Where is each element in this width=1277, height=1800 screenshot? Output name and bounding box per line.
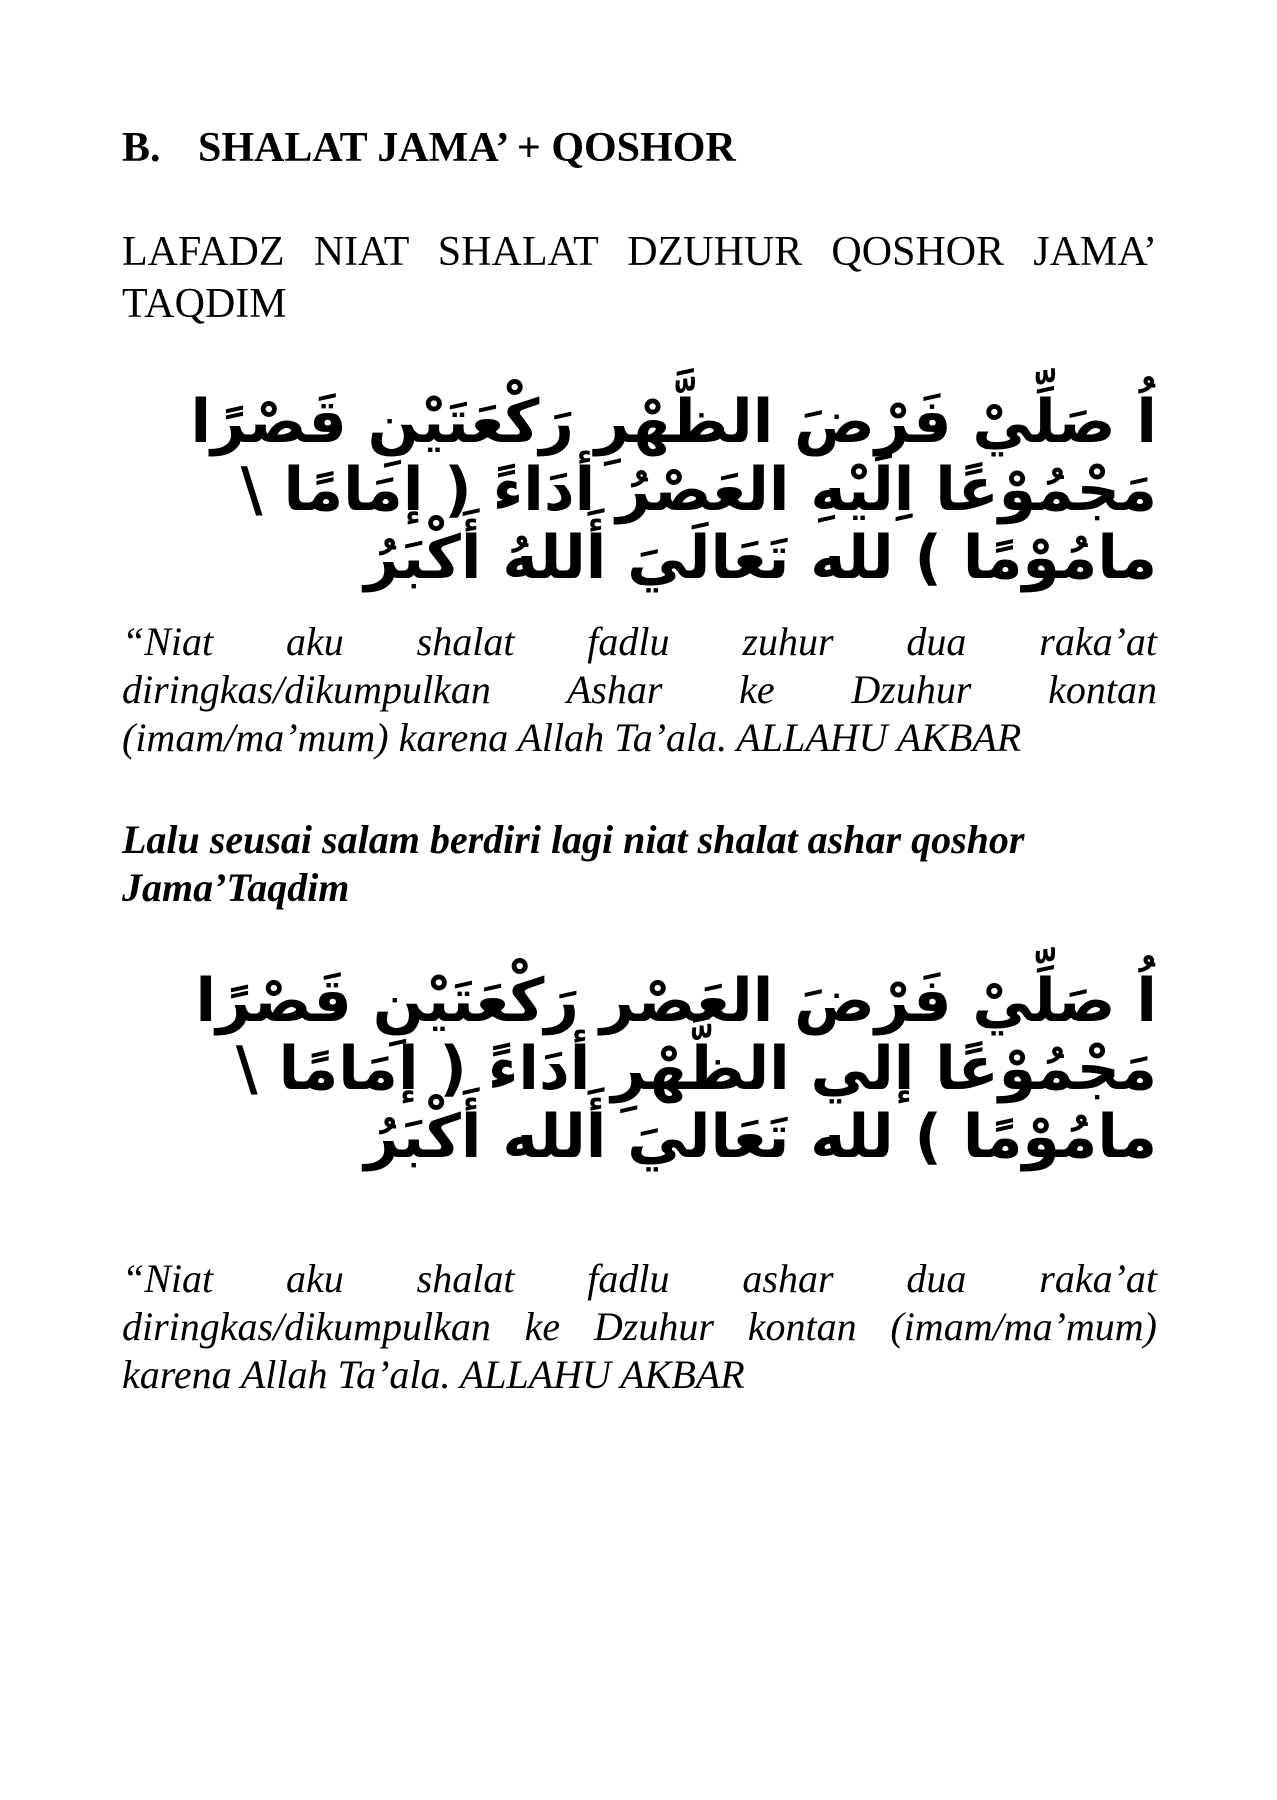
dzuhur-subtitle: LAFADZ NIAT SHALAT DZUHUR QOSHOR JAMA’ TAQDIM <box>122 229 1157 327</box>
dzuhur-translation: “Niat aku shalat fadlu zuhur dua raka’at diringkas/dikumpulkan Ashar ke Dzuhur kontan (imam/ma’mum) karena Allah Ta’ala. ALLAHU AKBAR <box>122 619 1157 760</box>
dzuhur-arabic-niat: اُ صَلِّيْ فَرْضَ الظَّهْرِ رَكْعَتَيْنِ قَصْرًا مَجْمُوْعًا اِلَيْهِ العَصْرُ أدَاءً ( إمَامًا \ مامُوْمًا ) لله تَعَالَيَ أَللهُ أَكْبَرُ <box>190 387 1157 593</box>
ashar-translation: “Niat aku shalat fadlu ashar dua raka’at diringkas/dikumpulkan ke Dzuhur kontan (imam/ma’mum) karena Allah Ta’ala. ALLAHU AKBAR <box>122 1256 1157 1397</box>
section-title: SHALAT JAMA’ + QOSHOR <box>198 125 736 171</box>
instruction-text: Lalu seusai salam berdiri lagi niat shalat ashar qoshor Jama’Taqdim <box>122 817 1025 910</box>
ashar-arabic-niat: اُ صَلِّيْ فَرْضَ العَصْر رَكْعَتَيْنِ قَصْرًا مَجْمُوْعًا إلي الظَّهْرِ أدَاءً ( إمَامًا \ مامُوْمًا ) لله تَعَاليَ أَلله أَكْبَرُ <box>195 966 1157 1172</box>
section-heading <box>122 122 1157 174</box>
section-label: B. <box>122 125 161 171</box>
